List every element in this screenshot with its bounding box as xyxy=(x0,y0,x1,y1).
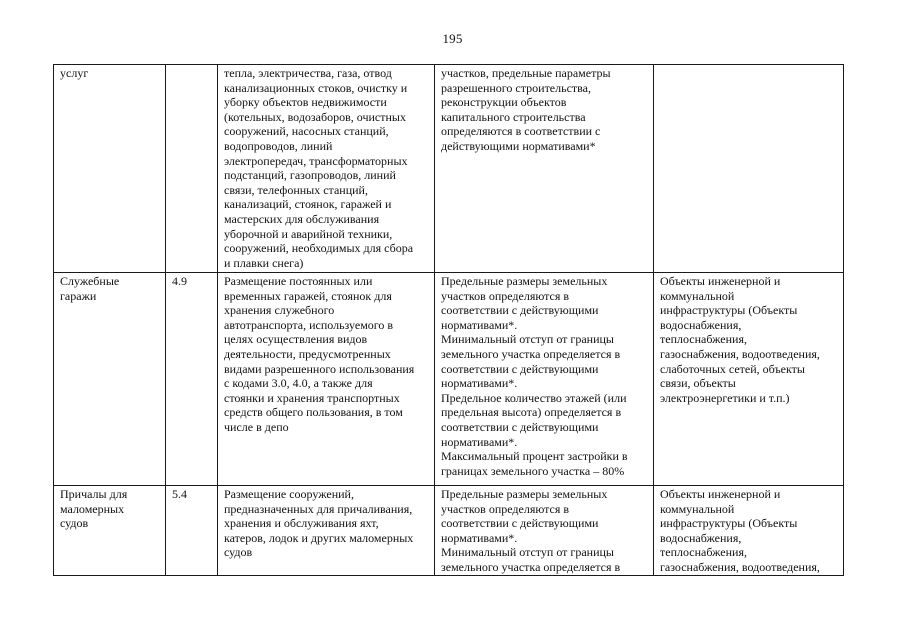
land-use-regulations-table xyxy=(53,64,844,576)
table-row xyxy=(54,486,844,576)
cell-use-type-code: 4.9 xyxy=(166,273,218,486)
table-row xyxy=(54,65,844,273)
cell-use-type-name: Служебные гаражи xyxy=(54,273,166,486)
cell-infrastructure: Объекты инженерной и коммунальной инфраструктуры (Объекты водоснабжения, теплоснабжения, газоснабжения, водоотведения, xyxy=(654,486,844,576)
cell-infrastructure: Объекты инженерной и коммунальной инфраструктуры (Объекты водоснабжения, теплоснабжения, газоснабжения, водоотведения, слаботочных сетей, объекты связи, объекты электроэнергетики и т.п.) xyxy=(654,273,844,486)
page-number: 195 xyxy=(442,31,463,46)
cell-use-description: Размещение сооружений, предназначенных для причаливания, хранения и обслуживания яхт, катеров, лодок и других маломерных судов xyxy=(218,486,435,576)
cell-use-description: тепла, электричества, газа, отвод канализационных стоков, очистку и уборку объектов недвижимости (котельных, водозаборов, очистных сооружений, насосных станций, водопроводов, линий электропередач, трансформаторных подстанций, газопроводов, линий связи, телефонных станций, канализаций, стоянок, гаражей и мастерских для обслуживания уборочной и аварийной техники, сооружений, необходимых для сбора и плавки снега) xyxy=(218,65,435,273)
cell-building-parameters: Предельные размеры земельных участков определяются в соответствии с действующими нормативами*. Минимальный отступ от границы земельного участка определяется в соответствии с действующими нормативами*. Предельное количество этажей (или предельная высота) определяется в соответствии с действующими нормативами*. Максимальный процент застройки в границах земельного участка – 80% xyxy=(435,273,654,486)
cell-use-type-code xyxy=(166,65,218,273)
cell-infrastructure xyxy=(654,65,844,273)
cell-building-parameters: Предельные размеры земельных участков определяются в соответствии с действующими нормативами*. Минимальный отступ от границы земельного участка определяется в xyxy=(435,486,654,576)
cell-building-parameters: участков, предельные параметры разрешенного строительства, реконструкции объектов капитального строительства определяются в соответствии с действующими нормативами* xyxy=(435,65,654,273)
cell-use-type-name: Причалы для маломерных судов xyxy=(54,486,166,576)
cell-use-type-code: 5.4 xyxy=(166,486,218,576)
cell-use-type-name: услуг xyxy=(54,65,166,273)
cell-use-description: Размещение постоянных или временных гаражей, стоянок для хранения служебного автотранспорта, используемого в целях осуществления видов деятельности, предусмотренных видами разрешенного использования с кодами 3.0, 4.0, а также для стоянки и хранения транспортных средств общего пользования, в том числе в депо xyxy=(218,273,435,486)
table-row xyxy=(54,273,844,486)
